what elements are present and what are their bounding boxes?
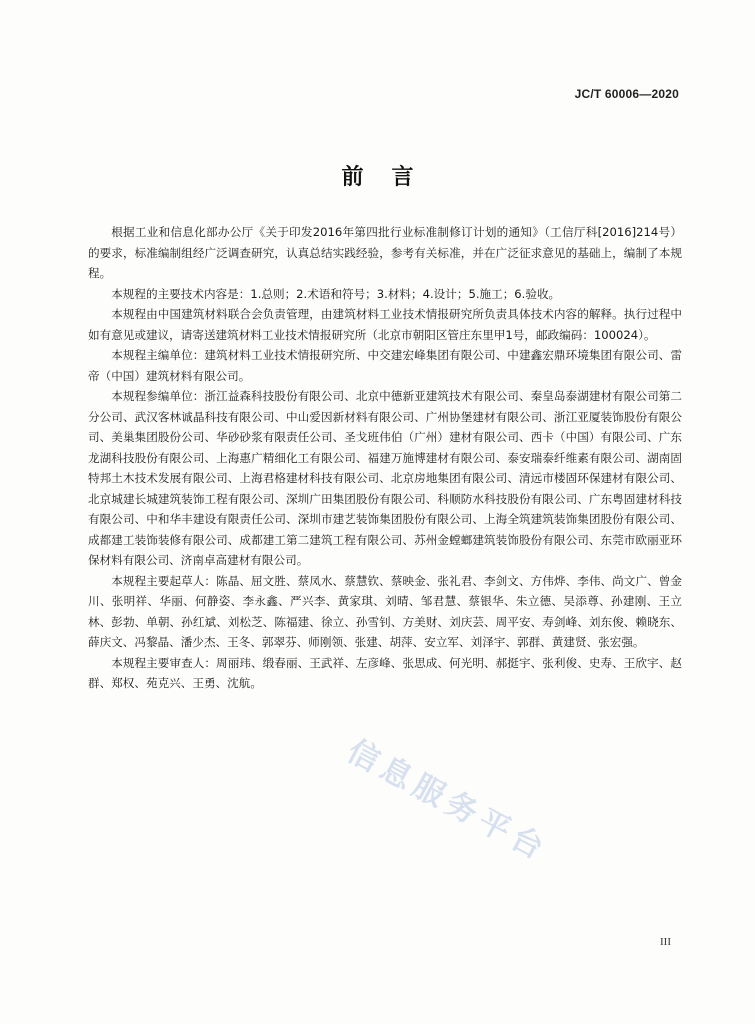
paragraph-basis: 根据工业和信息化部办公厅《关于印发2016年第四批行业标准制修订计划的通知》（工信厅科[2016]214号）的要求，标准编制组经广泛调查研究，认真总结实践经验，参考有关标准，并在广泛征求意见的基础上，编制了本规程。 bbox=[88, 225, 682, 280]
paragraph-chief-editors: 本规程主编单位：建筑材料工业技术情报研究所、中交建宏峰集团有限公司、中建鑫宏鼎环境集团有限公司、雷帝（中国）建筑材料有限公司。 bbox=[88, 348, 682, 383]
standard-code: JC/T 60006—2020 bbox=[574, 87, 679, 101]
page-title bbox=[0, 160, 755, 191]
watermark: 信息服务平台 bbox=[341, 733, 555, 870]
title-char-1: 前 bbox=[341, 165, 364, 190]
title-char-2: 言 bbox=[391, 165, 414, 190]
paragraph-drafters: 本规程主要起草人：陈晶、屈文胜、蔡凤水、蔡慧钦、蔡映金、张礼君、李剑文、方伟烨、李伟、尚文广、曾金川、张明祥、华丽、何静姿、李永鑫、严兴李、黄家琪、刘晴、邹君慧、蔡银华、朱立德、吴添尊、孙建刚、王立林、彭勃、单朝、孙红斌、刘松芝、陈福建、徐立、孙雪钊、方美财、刘庆芸、周平安、寿剑峰、刘东俊、赖晓东、薛庆文、冯黎晶、潘少杰、王冬、郭翠芬、师刚领、张建、胡萍、安立军、刘泽宇、郭群、黄建贤、张宏强。 bbox=[88, 573, 682, 649]
paragraph-reviewers: 本规程主要审查人：周丽玮、缎春丽、王武祥、左彦峰、张思成、何光明、郝挺宇、张利俊、史寿、王欣宇、赵群、郑权、苑克兴、王勇、沈航。 bbox=[88, 655, 682, 690]
preface-body bbox=[88, 222, 682, 694]
paragraph-contents: 本规程的主要技术内容是：1.总则；2.术语和符号；3.材料；4.设计；5.施工；6.验收。 bbox=[111, 286, 561, 301]
page-number: III bbox=[660, 936, 671, 948]
paragraph-participating-units: 本规程参编单位：浙江益森科技股份有限公司、北京中德新亚建筑技术有限公司、秦皇岛泰湖建材有限公司第二分公司、武汉客林诚晶科技有限公司、中山爱因新材料有限公司、广州协堡建材有限公司、浙江亚厦装饰股份有限公司、美巢集团股份公司、华砂砂浆有限责任公司、圣戈班伟伯（广州）建材有限公司、西卡（中国）有限公司、广东龙湖科技股份有限公司、上海惠广精细化工有限公司、福建万施博建材有限公司、泰安瑞泰纤维素有限公司、湖南固特邦土木技术发展有限公司、上海君格建材科技有限公司、北京房地集团有限公司、清远市楼固环保建材有限公司、北京城建长城建筑装饰工程有限公司、深圳广田集团股份有限公司、科顺防水科技股份有限公司、广东粤固建材科技有限公司、中和华丰建设有限责任公司、深圳市建艺装饰集团股份有限公司、上海全筑建筑装饰集团股份有限公司、成都建工装饰装修有限公司、成都建工第二建筑工程有限公司、苏州金螳螂建筑装饰股份有限公司、东莞市欧丽亚环保材料有限公司、济南卓高建材有限公司。 bbox=[88, 389, 682, 567]
paragraph-management: 本规程由中国建筑材料联合会负责管理，由建筑材料工业技术情报研究所负责具体技术内容的解释。执行过程中如有意见或建议，请寄送建筑材料工业技术情报研究所（北京市朝阳区管庄东里甲1号，邮政编码：100024）。 bbox=[88, 307, 682, 342]
